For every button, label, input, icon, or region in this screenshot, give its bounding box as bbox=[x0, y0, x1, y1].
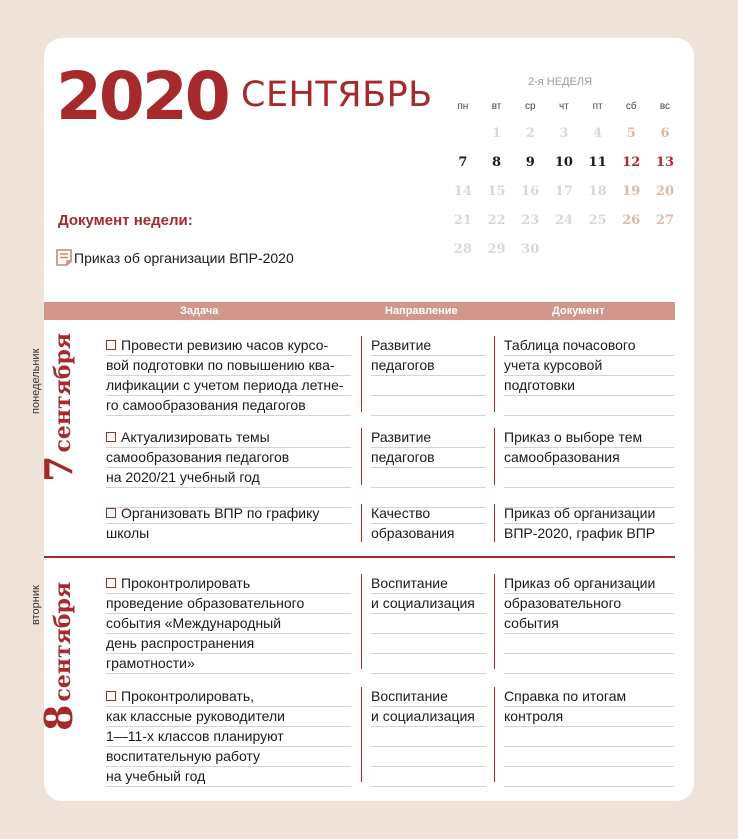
calendar-day: 29 bbox=[487, 242, 506, 257]
task-cell bbox=[106, 504, 351, 543]
weekday-thu: чт bbox=[559, 100, 569, 112]
calendar-week-row-current bbox=[446, 148, 682, 177]
day-month: сентября bbox=[50, 581, 76, 702]
calendar-day: 2 bbox=[525, 126, 535, 141]
task-text: события «Международный bbox=[106, 614, 351, 634]
document-of-week-title: Документ недели: bbox=[58, 212, 193, 229]
column-header-document: Документ bbox=[552, 305, 605, 317]
document-icon bbox=[56, 249, 72, 266]
direction-text: педагогов bbox=[371, 356, 486, 376]
direction-text: и социализация bbox=[371, 707, 486, 727]
mini-calendar bbox=[446, 99, 682, 264]
calendar-day: 10 bbox=[554, 155, 573, 170]
document-text: подготовки bbox=[504, 376, 674, 396]
week-label: 2-я НЕДЕЛЯ bbox=[528, 76, 593, 88]
direction-text: образования bbox=[371, 525, 455, 541]
task-text: Проконтролировать, bbox=[121, 688, 255, 704]
direction-text: и социализация bbox=[371, 594, 486, 614]
calendar-week-row bbox=[446, 206, 682, 235]
document-text: образовательного bbox=[504, 594, 674, 614]
task-text: Проконтролировать bbox=[121, 575, 251, 591]
calendar-day: 4 bbox=[593, 126, 603, 141]
table-header bbox=[44, 302, 675, 320]
direction-cell bbox=[371, 336, 486, 416]
column-divider bbox=[494, 574, 495, 669]
task-cell bbox=[106, 687, 351, 787]
direction-text: Развитие bbox=[371, 428, 486, 448]
document-text: Справка по итогам bbox=[504, 687, 674, 707]
calendar-day: 18 bbox=[588, 184, 607, 199]
calendar-day: 24 bbox=[554, 213, 573, 228]
calendar-day: 6 bbox=[660, 126, 670, 141]
calendar-day: 16 bbox=[521, 184, 540, 199]
direction-text: педагогов bbox=[371, 448, 486, 468]
month-title: СЕНТЯБРЬ bbox=[241, 75, 433, 115]
task-text: го самообразования педагогов bbox=[106, 396, 351, 416]
task-cell bbox=[106, 428, 351, 508]
day-month: сентября bbox=[50, 332, 76, 453]
calendar-day: 28 bbox=[453, 242, 472, 257]
day-weekday-label: вторник bbox=[30, 585, 42, 625]
document-text: ВПР-2020, график ВПР bbox=[504, 525, 656, 541]
task-cell bbox=[106, 336, 351, 416]
calendar-day: 26 bbox=[622, 213, 641, 228]
calendar-day: 9 bbox=[525, 155, 535, 170]
task-text: школы bbox=[106, 525, 150, 541]
calendar-weekday-row bbox=[446, 99, 682, 113]
column-divider bbox=[494, 504, 495, 542]
direction-cell bbox=[371, 504, 486, 543]
document-text: Приказ об организации bbox=[504, 504, 674, 524]
checkbox[interactable] bbox=[106, 340, 116, 350]
task-text: самообразования педагогов bbox=[106, 448, 351, 468]
calendar-day: 8 bbox=[492, 155, 502, 170]
calendar-day: 1 bbox=[492, 126, 502, 141]
calendar-day: 13 bbox=[655, 155, 675, 170]
task-text: грамотности» bbox=[106, 654, 351, 674]
day-weekday-label: понедельник bbox=[30, 348, 42, 414]
task-text: Актуализировать темы bbox=[121, 429, 270, 445]
column-divider bbox=[494, 428, 495, 485]
column-divider bbox=[361, 336, 362, 412]
calendar-day: 19 bbox=[622, 184, 641, 199]
calendar-day: 21 bbox=[453, 213, 472, 228]
task-text: как классные руководители bbox=[106, 707, 351, 727]
column-divider bbox=[494, 336, 495, 412]
direction-cell bbox=[371, 687, 486, 787]
task-text: на учебный год bbox=[106, 767, 351, 787]
task-text: вой подготовки по повышению ква- bbox=[106, 356, 351, 376]
document-cell bbox=[504, 336, 674, 416]
task-text: лификации с учетом периода летне- bbox=[106, 376, 351, 396]
document-cell bbox=[504, 428, 674, 508]
calendar-day: 12 bbox=[622, 155, 641, 170]
document-cell bbox=[504, 687, 674, 787]
column-header-direction: Направление bbox=[385, 305, 458, 317]
checkbox[interactable] bbox=[106, 691, 116, 701]
direction-text: Развитие bbox=[371, 336, 486, 356]
day-number: 7 bbox=[36, 455, 81, 482]
task-cell bbox=[106, 574, 351, 674]
task-text: проведение образовательного bbox=[106, 594, 351, 614]
document-text: учета курсовой bbox=[504, 356, 674, 376]
task-text: воспитательную работу bbox=[106, 747, 351, 767]
calendar-week-row bbox=[446, 177, 682, 206]
calendar-day: 5 bbox=[626, 126, 636, 141]
calendar-day: 27 bbox=[655, 213, 675, 228]
calendar-day: 14 bbox=[453, 184, 472, 199]
document-cell bbox=[504, 504, 674, 543]
weekday-mon: пн bbox=[457, 100, 469, 112]
direction-text: Воспитание bbox=[371, 687, 486, 707]
calendar-week-row bbox=[446, 235, 682, 264]
task-text: Провести ревизию часов курсо- bbox=[121, 337, 329, 353]
direction-cell bbox=[371, 574, 486, 674]
calendar-day: 23 bbox=[521, 213, 540, 228]
document-of-week-link[interactable] bbox=[56, 249, 294, 266]
column-divider bbox=[361, 428, 362, 485]
document-text: Приказ о выборе тем bbox=[504, 428, 674, 448]
checkbox[interactable] bbox=[106, 508, 116, 518]
calendar-day: 25 bbox=[588, 213, 607, 228]
document-cell bbox=[504, 574, 674, 674]
document-text: Приказ об организации bbox=[504, 574, 674, 594]
weekday-sat: сб bbox=[625, 100, 637, 112]
task-text: Организовать ВПР по графику bbox=[121, 505, 320, 521]
calendar-week-row bbox=[446, 119, 682, 148]
column-divider bbox=[361, 687, 362, 782]
document-text: Таблица почасового bbox=[504, 336, 674, 356]
weekday-fri: пт bbox=[592, 100, 603, 112]
calendar-day: 3 bbox=[559, 126, 569, 141]
day-separator bbox=[44, 556, 675, 558]
calendar-day: 15 bbox=[487, 184, 506, 199]
column-divider bbox=[361, 504, 362, 542]
weekday-wed: ср bbox=[524, 100, 536, 112]
day-number: 8 bbox=[36, 704, 81, 731]
calendar-day: 11 bbox=[588, 155, 607, 170]
calendar-day: 20 bbox=[655, 184, 675, 199]
checkbox[interactable] bbox=[106, 578, 116, 588]
document-text: контроля bbox=[504, 707, 674, 727]
weekday-tue: вт bbox=[491, 100, 502, 112]
task-text: 1—11-х классов планируют bbox=[106, 727, 351, 747]
column-divider bbox=[494, 687, 495, 782]
calendar-day: 7 bbox=[458, 155, 468, 170]
direction-text: Качество bbox=[371, 504, 486, 524]
checkbox[interactable] bbox=[106, 432, 116, 442]
document-of-week-item: Приказ об организации ВПР-2020 bbox=[74, 249, 294, 266]
calendar-day: 30 bbox=[521, 242, 540, 257]
column-divider bbox=[361, 574, 362, 669]
calendar-day: 22 bbox=[487, 213, 506, 228]
document-text: самообразования bbox=[504, 448, 674, 468]
year-title: 2020 bbox=[56, 58, 228, 135]
column-header-task: Задача bbox=[180, 305, 219, 317]
direction-text: Воспитание bbox=[371, 574, 486, 594]
document-text: события bbox=[504, 614, 674, 634]
task-text: день распространения bbox=[106, 634, 351, 654]
task-text: на 2020/21 учебный год bbox=[106, 468, 351, 488]
calendar-day: 17 bbox=[554, 184, 573, 199]
direction-cell bbox=[371, 428, 486, 508]
weekday-sun: вс bbox=[659, 100, 671, 112]
